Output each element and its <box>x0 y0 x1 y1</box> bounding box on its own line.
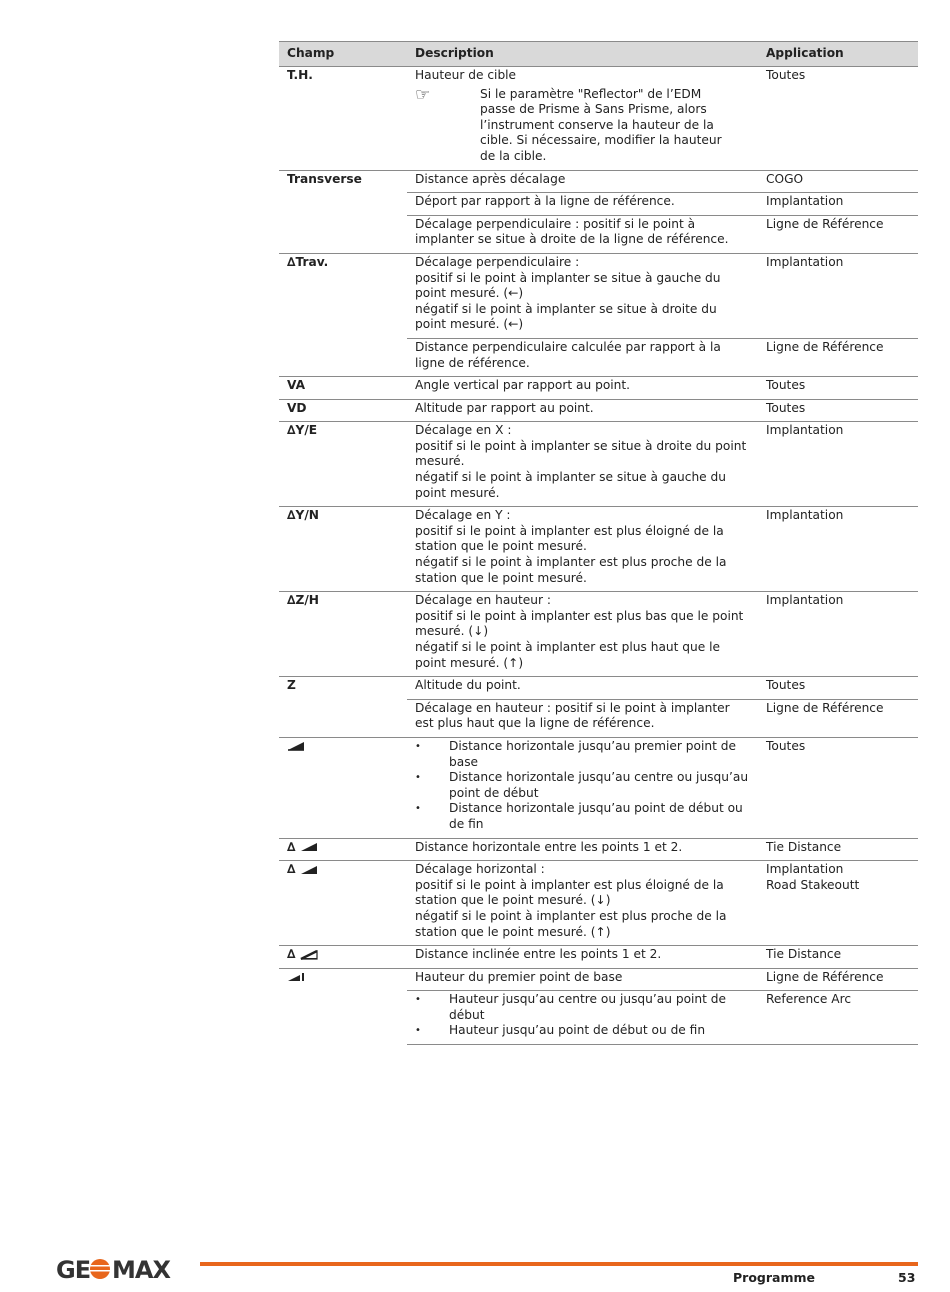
geomax-logo <box>56 1253 188 1283</box>
height-icon <box>287 972 305 982</box>
description-cell: Distance horizontale entre les points 1 et 2. <box>407 838 758 861</box>
application-line: Road Stakeoutt <box>766 877 860 892</box>
list-item: • Distance horizontale jusqu’au premier point de base <box>415 739 750 770</box>
table-row <box>279 170 918 193</box>
field-cell: Transverse <box>279 170 407 253</box>
application-cell: Implantation <box>758 507 918 592</box>
description-cell <box>407 861 758 946</box>
table-row <box>279 946 918 969</box>
field-description-table <box>279 41 918 1045</box>
delta-symbol: ∆ <box>287 862 296 877</box>
description-line: positif si le point à implanter est plus bas que le point mesuré. (↓) <box>415 608 744 639</box>
list-item: • Hauteur jusqu’au centre ou jusqu’au point de début <box>415 992 750 1023</box>
header-application: Application <box>758 42 918 67</box>
table-row <box>279 399 918 422</box>
description-line: positif si le point à implanter est plus éloigné de la station que le point mesuré. (↓) <box>415 877 724 908</box>
description-cell: Décalage en hauteur : positif si le point à implanter est plus haut que la ligne de référence. <box>407 699 758 737</box>
table-row <box>279 677 918 700</box>
application-cell: Implantation <box>758 422 918 507</box>
table-row <box>279 861 918 946</box>
description-line: positif si le point à implanter est plus éloigné de la station que le point mesuré. <box>415 523 724 554</box>
description-cell <box>407 737 758 838</box>
table-row <box>279 507 918 592</box>
field-cell: ∆Y/N <box>279 507 407 592</box>
application-cell: Toutes <box>758 377 918 400</box>
horizontal-distance-icon <box>287 741 305 751</box>
application-cell: Ligne de Référence <box>758 968 918 991</box>
description-cell: Hauteur du premier point de base <box>407 968 758 991</box>
application-cell: Toutes <box>758 677 918 700</box>
horizontal-distance-icon <box>300 865 318 875</box>
table-row <box>279 737 918 838</box>
description-line: Décalage en Y : <box>415 508 511 523</box>
description-line: négatif si le point à implanter se situe à gauche du point mesuré. <box>415 470 727 500</box>
table-row <box>279 592 918 677</box>
description-cell <box>407 67 758 171</box>
description-cell: Distance inclinée entre les points 1 et 2. <box>407 946 758 969</box>
application-cell: Toutes <box>758 737 918 838</box>
table-header-row <box>279 42 918 67</box>
description-line: négatif si le point à implanter est plus haut que le point mesuré. (↑) <box>415 640 721 670</box>
pointing-hand-icon: ☞ <box>415 84 431 105</box>
field-cell: ∆Trav. <box>279 253 407 376</box>
description-cell: Angle vertical par rapport au point. <box>407 377 758 400</box>
delta-symbol: ∆ <box>287 947 296 962</box>
application-cell: Toutes <box>758 399 918 422</box>
bullet-list <box>415 739 750 833</box>
svg-text:MAX: MAX <box>112 1256 170 1283</box>
list-item: • Distance horizontale jusqu’au point de début ou de fin <box>415 801 750 832</box>
application-cell: COGO <box>758 170 918 193</box>
table-row <box>279 67 918 171</box>
header-field: Champ <box>279 42 407 67</box>
note-block <box>415 84 750 165</box>
table-row <box>279 838 918 861</box>
description-line: négatif si le point à implanter est plus proche de la station que le point mesuré. (↑) <box>415 908 727 939</box>
slope-distance-icon <box>300 950 318 960</box>
application-cell: Implantation <box>758 253 918 338</box>
application-cell: Ligne de Référence <box>758 215 918 253</box>
delta-symbol: ∆ <box>287 839 296 854</box>
description-line: Décalage en hauteur : <box>415 593 552 608</box>
description-cell: Altitude par rapport au point. <box>407 399 758 422</box>
table-row <box>279 422 918 507</box>
application-cell: Ligne de Référence <box>758 338 918 376</box>
description-line: Décalage en X : <box>415 423 512 438</box>
description-cell <box>407 507 758 592</box>
description-line: positif si le point à implanter se situe à droite du point mesuré. <box>415 438 747 469</box>
field-cell <box>279 737 407 838</box>
svg-text:GE: GE <box>56 1256 91 1283</box>
bullet-list <box>415 992 750 1039</box>
description-cell <box>407 592 758 677</box>
application-cell <box>758 861 918 946</box>
field-cell: ∆Y/E <box>279 422 407 507</box>
footer-accent-line <box>200 1262 918 1266</box>
description-line: positif si le point à implanter se situe à gauche du point mesuré. (←) <box>415 270 721 301</box>
description-text: Hauteur de cible <box>415 68 517 82</box>
field-cell: Z <box>279 677 407 738</box>
description-cell <box>407 991 758 1045</box>
field-cell: VD <box>279 399 407 422</box>
horizontal-distance-icon <box>300 842 318 852</box>
application-cell: Implantation <box>758 592 918 677</box>
field-cell: VA <box>279 377 407 400</box>
field-cell: ∆Z/H <box>279 592 407 677</box>
application-cell: Toutes <box>766 68 806 82</box>
page-number: 53 <box>898 1270 916 1285</box>
description-line: négatif si le point à implanter est plus proche de la station que le point mesuré. <box>415 555 727 585</box>
application-cell: Ligne de Référence <box>758 699 918 737</box>
application-line: Implantation <box>766 862 844 877</box>
application-cell: Implantation <box>758 193 918 216</box>
field-cell <box>279 838 407 861</box>
description-line: Décalage perpendiculaire : <box>415 254 580 269</box>
description-cell: Distance après décalage <box>407 170 758 193</box>
field-cell <box>279 861 407 946</box>
table-row <box>279 253 918 338</box>
field-cell <box>279 946 407 969</box>
table-row <box>279 968 918 991</box>
list-item: • Distance horizontale jusqu’au centre ou jusqu’au point de début <box>415 770 750 801</box>
table-row <box>279 377 918 400</box>
description-line: Décalage horizontal : <box>415 862 545 877</box>
description-cell <box>407 422 758 507</box>
description-cell: Distance perpendiculaire calculée par rapport à la ligne de référence. <box>407 338 758 376</box>
description-cell: Déport par rapport à la ligne de référence. <box>407 193 758 216</box>
description-cell: Décalage perpendiculaire : positif si le point à implanter se situe à droite de la ligne de référence. <box>407 215 758 253</box>
field-cell: T.H. <box>287 68 313 82</box>
application-cell: Tie Distance <box>758 946 918 969</box>
description-cell <box>407 253 758 338</box>
note-text: Si le paramètre "Reflector" de l’EDM passe de Prisme à Sans Prisme, alors l’instrument conserve la hauteur de la cible. Si nécessaire, modifier la hauteur de la cible. <box>480 86 722 163</box>
field-cell <box>279 968 407 1044</box>
header-description: Description <box>407 42 758 67</box>
description-line: négatif si le point à implanter se situe à droite du point mesuré. (←) <box>415 301 717 332</box>
footer-section-title: Programme <box>733 1270 815 1285</box>
application-cell: Reference Arc <box>758 991 918 1045</box>
application-cell: Tie Distance <box>758 838 918 861</box>
list-item: • Hauteur jusqu’au point de début ou de fin <box>415 1023 750 1039</box>
description-cell: Altitude du point. <box>407 677 758 700</box>
